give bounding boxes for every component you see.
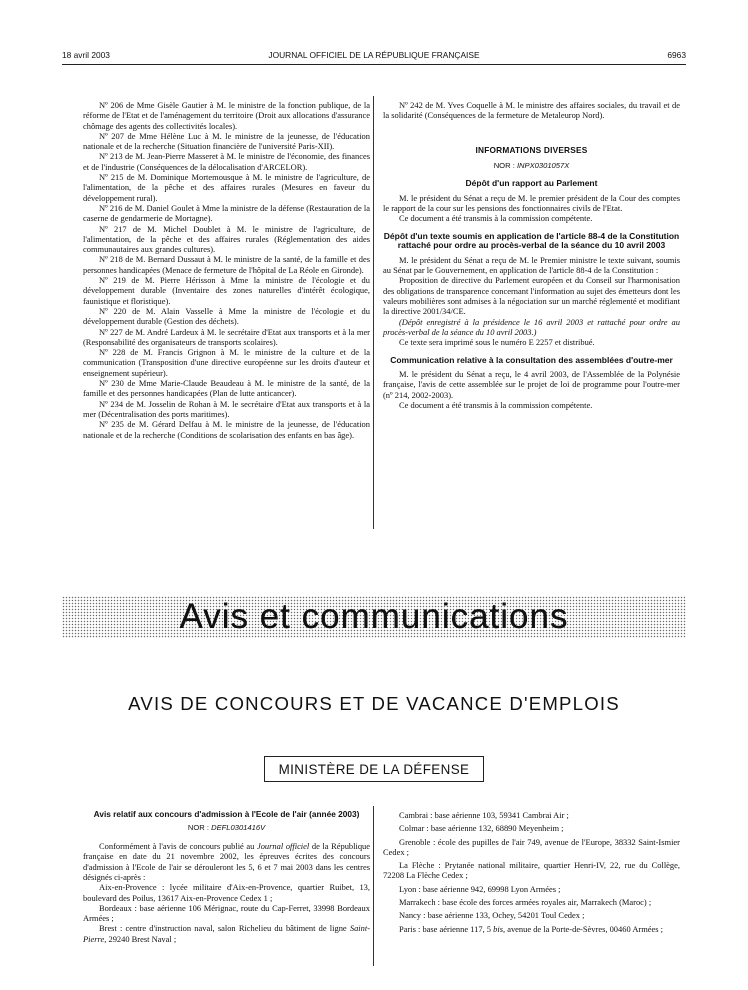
paragraph: Ce document a été transmis à la commission compétente. <box>399 213 593 224</box>
question-item: Nº 207 de Mme Hélène Luc à M. le ministre de la jeunesse, de l'éducation nationale et de la recherche (Situation financière de l'université Paris-XII). <box>83 130 370 152</box>
question-item: Nº 219 de M. Pierre Hérisson à Mme la ministre de l'écologie et du développement durable (Inventaire des zones naturelles d'intérêt écologique, faunistique et floristique). <box>83 275 370 306</box>
question-item: Nº 228 de M. Francis Grignon à M. le ministre de la culture et de la communication (Transposition d'une directive européenne sur les droits d'auteur et enseignement supérieur). <box>83 347 370 378</box>
center-item: Nancy : base aérienne 133, Ochey, 54201 Toul Cedex ; <box>399 910 585 921</box>
subtitle-depot-rapport: Dépôt d'un rapport au Parlement <box>465 178 598 189</box>
nor-reference <box>83 823 370 833</box>
question-item: Nº 220 de M. Alain Vasselle à Mme la ministre de l'écologie et du développement durable (Gestion des déchets). <box>83 305 370 327</box>
journal-officiel-italic: Journal officiel <box>256 841 310 852</box>
question-item: Nº 216 de M. Daniel Goulet à Mme la ministre de la défense (Restauration de la caserne de gendarmerie de Mortagne). <box>83 202 370 224</box>
section-banner <box>62 596 686 638</box>
avis-column <box>83 810 370 944</box>
paragraph: M. le président du Sénat a reçu de M. le Premier ministre le texte suivant, soumis au Sénat par le Gouvernement, en application de l'article 88-4 de la Constitution : <box>383 254 680 276</box>
paragraph: Proposition de directive du Parlement européen et du Conseil sur l'harmonisation des obligations de transparence concernant l'information au sujet des émetteurs dont les valeurs mobilières sont admises à la négociation sur un marché réglementé et modifiant la directive 2001/34/CE. <box>383 275 680 317</box>
text: de la République française en date du 21 novembre 2002, les épreuves écrites des concours d'admission à l'Ecole de l'air se dérouleront les 5, 6 et 7 mai 2003 dans les centres désignés ci-après : <box>83 841 371 882</box>
column-divider-top <box>373 96 374 529</box>
center-item: Lyon : base aérienne 942, 69998 Lyon Armées ; <box>399 883 561 894</box>
question-item: Nº 217 de M. Michel Doublet à M. le ministre de l'agriculture, de l'alimentation, de la pêche et des affaires rurales (Réglementation des aides communautaires aux grandes cultures). <box>83 223 370 255</box>
center-item: La Flèche : Prytanée national militaire, quartier Henri-IV, 22, rue du Collège, 72208 La Flèche Cedex ; <box>383 860 680 881</box>
question-item: Nº 227 de M. André Lardeux à M. le secrétaire d'Etat aux transports et à la mer (Responsabilité des organisateurs de transports scolaires). <box>83 326 370 347</box>
header-rule <box>62 64 686 65</box>
banner-title: Avis et communications <box>179 597 569 636</box>
subtitle-communication: Communication relative à la consultation des assemblées d'outre-mer <box>390 354 673 365</box>
text: Brest : centre d'instruction naval, salon Richelieu du bâtiment de ligne <box>99 923 350 934</box>
avis-intro <box>83 841 370 882</box>
center-item: Colmar : base aérienne 132, 68890 Meyenheim ; <box>399 823 564 834</box>
center-item-paris <box>383 924 680 934</box>
question-item: Nº 235 de M. Gérard Delfau à M. le ministre de la jeunesse, de l'éducation nationale et de la recherche (Conditions de scolarisation des enfants en bas âge). <box>83 419 370 440</box>
center-item: Bordeaux : base aérienne 106 Mérignac, route du Cap-Ferret, 33998 Bordeaux Armées ; <box>83 902 370 924</box>
header-page-number: 6963 <box>667 50 686 60</box>
avis-title: Avis relatif aux concours d'admission à l'Ecole de l'air (année 2003) <box>93 809 360 819</box>
text: 29240 Brest Naval ; <box>106 933 177 944</box>
bis-italic: bis, <box>493 923 506 934</box>
right-column <box>383 100 680 410</box>
center-item-brest <box>83 923 370 944</box>
paragraph-italic: (Dépôt enregistré à la présidence le 16 avril 2003 et rattaché pour ordre au procès-verbal de la séance du 10 avril 2003.) <box>383 316 680 337</box>
header-journal-title: JOURNAL OFFICIEL DE LA RÉPUBLIQUE FRANÇAISE <box>268 50 480 60</box>
questions-list <box>83 100 370 440</box>
question-item: Nº 218 de M. Bernard Dussaut à M. le ministre de la santé, de la famille et des personnes handicapées (Menace de fermeture de l'hôpital de La Réole en Gironde). <box>83 254 370 275</box>
column-divider-bottom <box>373 806 374 966</box>
text: Conformément à l'avis de concours publié au <box>99 841 257 852</box>
nor-code: DEFL0301416V <box>211 822 266 832</box>
page-header <box>62 50 686 64</box>
paragraph: Ce document a été transmis à la commission compétente. <box>399 400 593 411</box>
concours-heading: AVIS DE CONCOURS ET DE VACANCE D'EMPLOIS <box>128 693 620 714</box>
question-item: Nº 213 de M. Jean-Pierre Masseret à M. le ministre de l'économie, des finances et de l'industrie (Conséquences de la délocalisation d'ARCELOR). <box>83 151 370 172</box>
section-title-informations: INFORMATIONS DIVERSES <box>475 144 588 155</box>
text: Paris : base aérienne 117, 5 <box>399 923 494 934</box>
centers-column <box>383 810 680 934</box>
paragraph: M. le président du Sénat a reçu de M. le premier président de la Cour des comptes le rapport de la cour sur les pensions des fonctionnaires civils de l'Etat. <box>383 192 680 214</box>
question-item: Nº 230 de Mme Marie-Claude Beaudeau à M. le ministre de la santé, de la famille et des personnes handicapées (Plan de lutte anticancer). <box>83 378 370 399</box>
nor-code: INPX0301057X <box>516 160 570 170</box>
center-item: Grenoble : école des pupilles de l'air 749, avenue de l'Europe, 38332 Saint-Ismier Cedex ; <box>383 836 680 857</box>
text: avenue de la Porte-de-Sèvres, 00460 Armées ; <box>505 923 664 934</box>
ship-name-italic: Saint-Pierre, <box>83 923 370 944</box>
nor-label: NOR : <box>187 822 209 832</box>
question-item: Nº 234 de M. Josselin de Rohan à M. le secrétaire d'Etat aux transports et à la mer (Décentralisation des ports maritimes). <box>83 398 370 419</box>
nor-label: NOR : <box>493 160 515 170</box>
header-date: 18 avril 2003 <box>62 50 110 60</box>
centers-list <box>383 810 680 921</box>
center-item: Marrakech : base école des forces armées royales air, Marrakech (Maroc) ; <box>399 897 652 908</box>
center-item: Cambrai : base aérienne 103, 59341 Cambrai Air ; <box>399 810 569 820</box>
nor-reference <box>383 161 680 171</box>
question-item: Nº 206 de Mme Gisèle Gautier à M. le ministre de la fonction publique, de la réforme de l'Etat et de l'aménagement du territoire (Droit aux allocations d'assurance chômage des agents des collectivités locales). <box>83 100 370 131</box>
paragraph: M. le président du Sénat a reçu, le 4 avril 2003, de l'Assemblée de la Polynésie française, l'avis de cette assemblée sur le projet de loi de programme pour l'outre-mer (nº 214, 2002-2003). <box>383 369 680 400</box>
paragraph: Ce texte sera imprimé sous le numéro E 2257 et distribué. <box>399 337 595 348</box>
subtitle-depot-texte: Dépôt d'un texte soumis en application de l'article 88-4 de la Constitution rattaché pour ordre au procès-verbal de la séance du 10 avril 2003 <box>383 230 680 251</box>
ministry-box: MINISTÈRE DE LA DÉFENSE <box>264 756 484 782</box>
question-item-242: Nº 242 de M. Yves Coquelle à M. le ministre des affaires sociales, du travail et de la solidarité (Conséquences de la fermeture de Metaleurop Nord). <box>383 100 680 121</box>
center-item: Aix-en-Provence : lycée militaire d'Aix-en-Provence, quartier Ruibet, 13, boulevard des Poilus, 13617 Aix-en-Provence Cedex 1 ; <box>83 882 370 903</box>
question-item: Nº 215 de M. Dominique Mortemousque à M. le ministre de l'agriculture, de l'alimentation, de la pêche et des affaires rurales (Mesures en faveur du développement rural). <box>83 172 370 203</box>
